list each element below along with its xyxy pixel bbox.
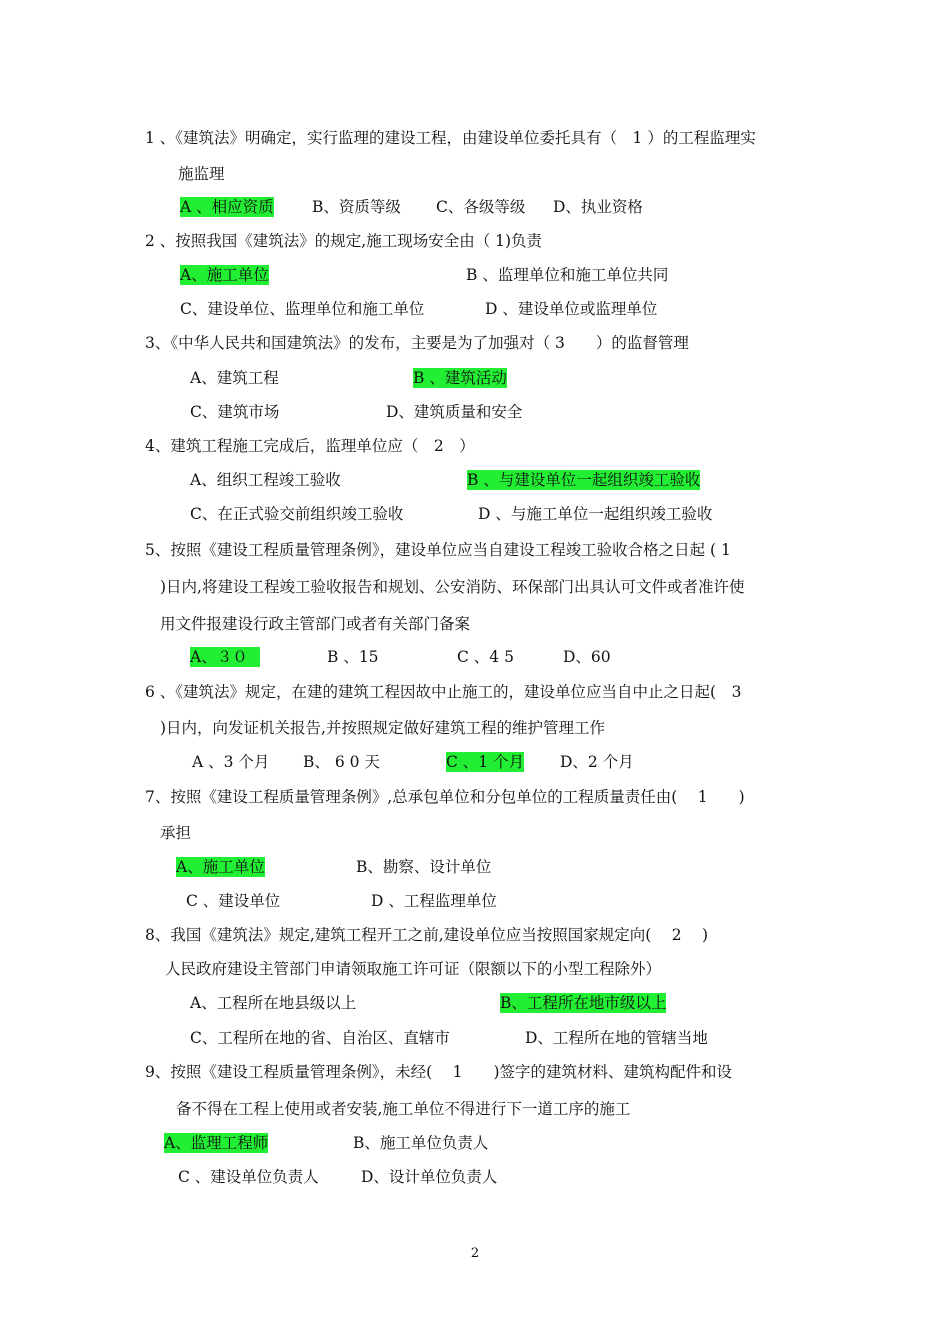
q7-option-b: B、勘察、设计单位 xyxy=(356,858,492,876)
q1-stem-line1: 1 、《建筑法》明确定，实行监理的建设工程，由建设单位委托具有（ 1 ）的工程监理实 xyxy=(145,129,756,147)
q6-option-c: C 、1 个月 xyxy=(446,753,525,771)
q6-option-b: B、 6 0 天 xyxy=(303,753,380,771)
q4-option-b: B 、与建设单位一起组织竣工验收 xyxy=(467,471,701,489)
q5-option-b: B 、15 xyxy=(327,648,379,666)
q6-option-d: D、2 个月 xyxy=(560,753,634,771)
q5-stem-line3: 用文件报建设行政主管部门或者有关部门备案 xyxy=(160,615,471,633)
q9-stem-line2: 备不得在工程上使用或者安装,施工单位不得进行下一道工序的施工 xyxy=(176,1100,631,1118)
q7-option-d: D 、工程监理单位 xyxy=(371,892,497,910)
q6-stem-line2: )日内，向发证机关报告,并按照规定做好建筑工程的维护管理工作 xyxy=(160,719,605,737)
q3-stem-line1: 3、《中华人民共和国建筑法》的发布，主要是为了加强对（ 3 ）的监督管理 xyxy=(145,334,689,352)
q7-stem-line2: 承担 xyxy=(160,824,192,842)
q2-option-b: B 、监理单位和施工单位共同 xyxy=(466,266,669,284)
q9-option-a: A、监理工程师 xyxy=(164,1134,269,1152)
q1-option-d: D、执业资格 xyxy=(553,198,643,216)
q7-stem-line1: 7、按照《建设工程质量管理条例》,总承包单位和分包单位的工程质量责任由( 1 ) xyxy=(145,788,745,806)
q8-stem-line2: 人民政府建设主管部门申请领取施工许可证（限额以下的小型工程除外） xyxy=(165,960,662,978)
q4-option-c: C、在正式验交前组织竣工验收 xyxy=(190,505,404,523)
q6-option-a: A 、3 个月 xyxy=(192,753,270,771)
q4-option-a: A、组织工程竣工验收 xyxy=(190,471,341,489)
q5-option-c: C 、4 5 xyxy=(457,648,514,666)
q4-stem-line1: 4、建筑工程施工完成后，监理单位应（ 2 ） xyxy=(145,437,475,455)
q4-option-d: D 、与施工单位一起组织竣工验收 xyxy=(478,505,713,523)
q6-stem-line1: 6 、《建筑法》规定，在建的建筑工程因故中止施工的，建设单位应当自中止之日起( 3 xyxy=(145,683,742,701)
q8-option-a: A、工程所在地县级以上 xyxy=(190,994,357,1012)
q3-option-b: B 、建筑活动 xyxy=(413,369,507,387)
q9-option-c: C 、建设单位负责人 xyxy=(178,1168,319,1186)
q1-option-b: B、资质等级 xyxy=(312,198,401,216)
q5-option-d: D、60 xyxy=(563,648,611,666)
q7-option-c: C 、建设单位 xyxy=(186,892,281,910)
q9-stem-line1: 9、按照《建设工程质量管理条例》，未经( 1 )签字的建筑材料、建筑构配件和设 xyxy=(145,1063,732,1081)
q7-option-a: A、施工单位 xyxy=(176,858,265,876)
q8-option-b: B、工程所在地市级以上 xyxy=(500,994,667,1012)
page-number: 2 xyxy=(470,1246,480,1261)
q8-option-d: D、工程所在地的管辖当地 xyxy=(525,1029,708,1047)
q1-option-a: A 、相应资质 xyxy=(180,198,274,216)
q2-option-d: D 、建设单位或监理单位 xyxy=(485,300,658,318)
q5-option-a: A、３０ xyxy=(190,647,260,667)
q3-option-d: D、建筑质量和安全 xyxy=(386,403,523,421)
q3-option-c: C、建筑市场 xyxy=(190,403,280,421)
q5-stem-line2: )日内,将建设工程竣工验收报告和规划、公安消防、环保部门出具认可文件或者准许使 xyxy=(160,578,745,596)
q5-stem-line1: 5、按照《建设工程质量管理条例》，建设单位应当自建设工程竣工验收合格之日起 ( 1 xyxy=(145,541,731,559)
q9-option-d: D、设计单位负责人 xyxy=(361,1168,498,1186)
q2-option-c: C、建设单位、监理单位和施工单位 xyxy=(180,300,425,318)
q1-stem-line2: 施监理 xyxy=(178,165,225,183)
q8-option-c: C、工程所在地的省、自治区、直辖市 xyxy=(190,1029,450,1047)
q8-stem-line1: 8、我国《建筑法》规定,建筑工程开工之前,建设单位应当按照国家规定向( 2 ) xyxy=(145,926,709,944)
q3-option-a: A、建筑工程 xyxy=(190,369,279,387)
q9-option-b: B、施工单位负责人 xyxy=(353,1134,489,1152)
q2-stem-line1: 2 、按照我国《建筑法》的规定,施工现场安全由（ 1)负责 xyxy=(145,232,543,250)
q2-option-a: A、施工单位 xyxy=(180,266,269,284)
q1-option-c: C、各级等级 xyxy=(436,198,526,216)
